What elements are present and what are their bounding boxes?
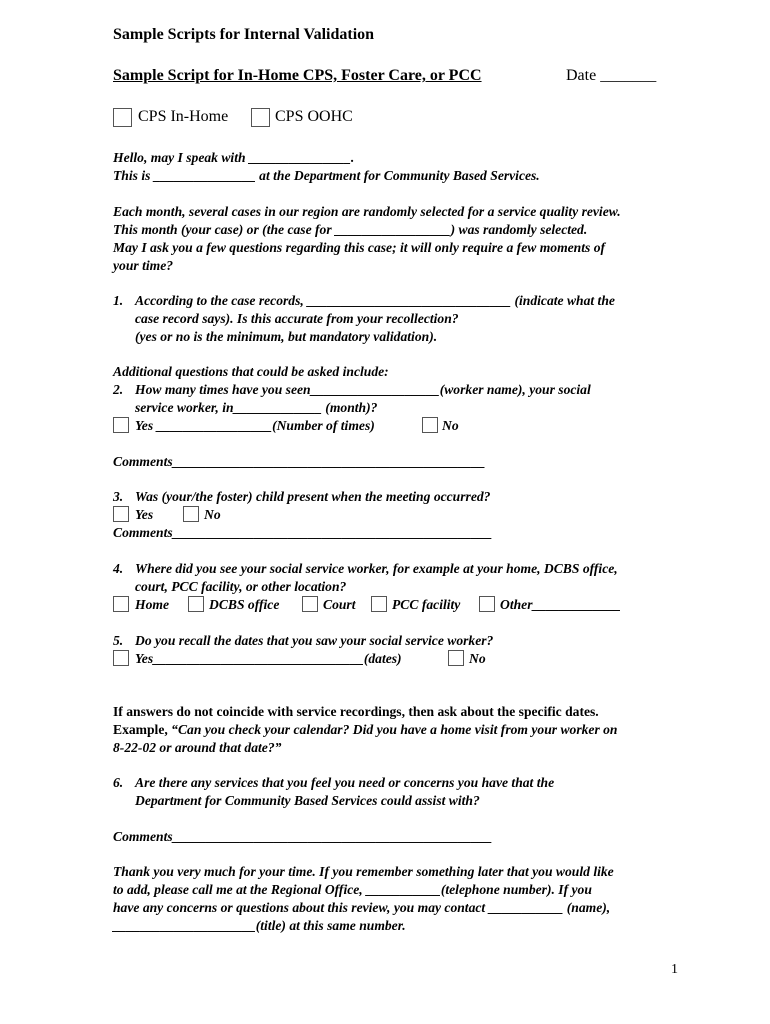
q4-court-checkbox[interactable] [302, 596, 318, 612]
cps-inhome-checkbox[interactable] [113, 108, 132, 127]
q3-no-checkbox[interactable] [183, 506, 199, 522]
q3-yes-checkbox[interactable] [113, 506, 129, 522]
q4-court-label: Court [323, 597, 356, 612]
q4-dcbs-checkbox[interactable] [188, 596, 204, 612]
q6-line-1: Are there any services that you feel you need or concerns you have that the [135, 775, 555, 790]
q3-no-label: No [204, 507, 221, 522]
q2-yes-label: Yes _________________(Number of times) [135, 418, 375, 433]
closing-line-3: have any concerns or questions about this review, you may contact ___________ (name), [113, 900, 611, 915]
q1-line-2: case record says). Is this accurate from your recollection? [135, 311, 459, 326]
script-heading: Sample Script for In-Home CPS, Foster Care, or PCC [113, 67, 482, 84]
q4-line-1: Where did you see your social service worker, for example at your home, DCBS office, [135, 561, 618, 576]
comments-field-6[interactable]: Comments_______________________________________________ [113, 829, 493, 844]
cps-oohc-label: CPS OOHC [275, 108, 353, 125]
q2-yes-checkbox[interactable] [113, 417, 129, 433]
q4-other-checkbox[interactable] [479, 596, 495, 612]
q4-other-label: Other_____________ [500, 597, 621, 612]
q5-line-1: Do you recall the dates that you saw your social service worker? [135, 633, 494, 648]
para-line-2: This month (your case) or (the case for _________________) was randomly selected. [113, 222, 588, 237]
q4-pcc-label: PCC facility [392, 597, 461, 612]
para-line-3: May I ask you a few questions regarding this case; it will only require a few moments of [113, 240, 606, 255]
q4-pcc-checkbox[interactable] [371, 596, 387, 612]
q5-no-checkbox[interactable] [448, 650, 464, 666]
para-line-4: your time? [113, 258, 174, 273]
q3-yes-label: Yes [135, 507, 154, 522]
q5-yes-checkbox[interactable] [113, 650, 129, 666]
q1-number: 1. [113, 293, 124, 308]
q2-line-2: service worker, in_____________ (month)? [135, 400, 378, 415]
q4-line-2: court, PCC facility, or other location? [135, 579, 347, 594]
followup-line-3: 8-22-02 or around that date?” [113, 740, 282, 755]
q4-home-checkbox[interactable] [113, 596, 129, 612]
intro-line-2: This is _______________ at the Department for Community Based Services. [113, 168, 540, 183]
document-title: Sample Scripts for Internal Validation [113, 26, 375, 43]
followup-line-1: If answers do not coincide with service recordings, then ask about the specific dates. [113, 704, 599, 719]
cps-inhome-label: CPS In-Home [138, 108, 229, 125]
q3-number: 3. [113, 489, 124, 504]
additional-questions-label: Additional questions that could be asked include: [113, 364, 389, 379]
q5-no-label: No [469, 651, 486, 666]
q5-yes-label: Yes_______________________________(dates) [135, 651, 402, 666]
intro-line-1: Hello, may I speak with _______________. [113, 150, 355, 165]
closing-line-4: _____________________(title) at this same number. [113, 918, 406, 933]
para-line-1: Each month, several cases in our region are randomly selected for a service quality review. [113, 204, 621, 219]
q2-line-1: How many times have you seen___________________(worker name), your social [135, 382, 591, 397]
comments-field-1[interactable]: Comments______________________________________________ [113, 454, 486, 469]
q1-line-1: According to the case records, ______________________________ (indicate what the [135, 293, 615, 308]
q5-number: 5. [113, 633, 124, 648]
page-number: 1 [671, 962, 678, 977]
q4-number: 4. [113, 561, 124, 576]
followup-example-label: Example, [113, 722, 172, 737]
closing-line-2: to add, please call me at the Regional Office, ___________(telephone number). If you [113, 882, 592, 897]
cps-oohc-checkbox[interactable] [251, 108, 270, 127]
date-label: Date _______ [566, 67, 657, 84]
q4-home-label: Home [135, 597, 169, 612]
followup-example-quote: “Can you check your calendar? Did you have a home visit from your worker on [171, 722, 618, 737]
closing-line-1: Thank you very much for your time. If you remember something later that you would like [113, 864, 614, 879]
q1-line-3: (yes or no is the minimum, but mandatory validation). [135, 329, 438, 344]
q3-line-1: Was (your/the foster) child present when the meeting occurred? [135, 489, 491, 504]
followup-line-2 [113, 721, 618, 739]
q2-no-checkbox[interactable] [422, 417, 438, 433]
q2-number: 2. [113, 382, 124, 397]
q4-dcbs-label: DCBS office [209, 597, 280, 612]
q2-no-label: No [442, 418, 459, 433]
q6-line-2: Department for Community Based Services could assist with? [135, 793, 480, 808]
q6-number: 6. [113, 775, 124, 790]
q3-comments-field[interactable]: Comments_______________________________________________ [113, 525, 493, 540]
